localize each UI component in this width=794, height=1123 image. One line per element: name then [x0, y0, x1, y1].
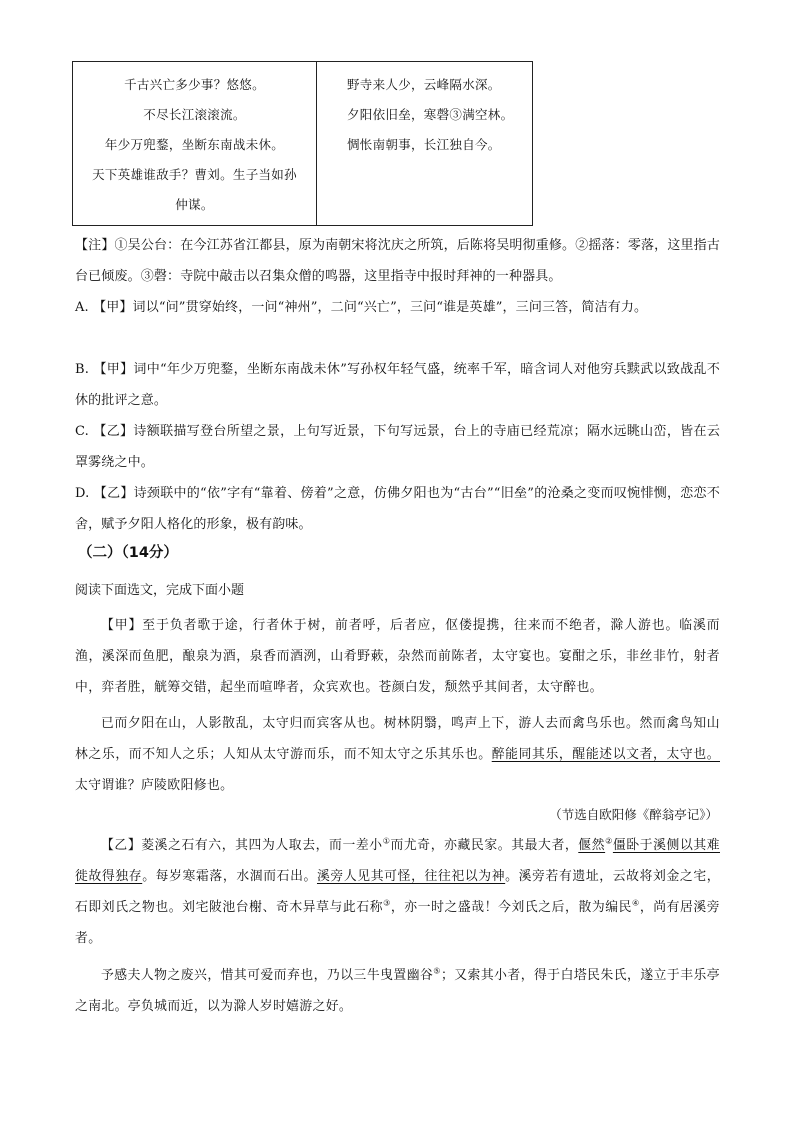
section-heading: （二）（14分） [78, 545, 178, 561]
passage-text: 。溪旁若有遗址，云故将刘金之宅，石即刘氏之物也。刘宅陂池台榭、奇木异草与此石称 [75, 869, 721, 915]
poem-line: 千古兴亡多少事？悠悠。 [124, 77, 265, 92]
section-instruction: 阅读下面选文，完成下面小题 [75, 583, 245, 598]
passage-text: 太守谓谁？庐陵欧阳修也。 [75, 778, 234, 793]
option-b[interactable]: B. 【甲】词中“年少万兜鍪，坐断东南战未休”写孙权年轻气盛，统率千军，暗含词人对他穷兵黩武以致战乱不休的批评之意。 [75, 362, 720, 408]
passage-yi-paragraph-2 [75, 960, 720, 1022]
passage-text: ；又索其小者，得于白塔民朱氏，遂立于丰乐亭之南北。亭负城而近，以为滁人岁时嬉游之好。 [75, 968, 720, 1014]
poem-table [72, 61, 533, 226]
passage-text: 。每岁寒霜落，水涸而石出。 [142, 869, 317, 884]
passage-text: 【乙】菱溪之石有六，其四为人取去，而一差小 [101, 838, 383, 853]
underlined-word: 偃然 [578, 838, 606, 853]
poem-line: 仲谋。 [175, 197, 214, 212]
footnote-marker: ② [605, 836, 613, 846]
footnote-marker: ① [382, 836, 391, 846]
footnote-marker: ③ [383, 898, 391, 908]
underlined-sentence: 僵卧于溪侧以其难徙故得独存 [75, 838, 720, 884]
passage-text: 而尤奇，亦藏民家。其最大者， [390, 838, 579, 853]
poem-line: 夕阳依旧垒，寒磬③满空林。 [347, 107, 514, 122]
underlined-sentence: 溪旁人见其可怪，往往祀以为神 [316, 869, 506, 884]
poem-line: 不尽长江滚滚流。 [143, 107, 246, 122]
passage-text: 已而夕阳在山，人影散乱，太守归而宾客从也。树林阴翳，鸣声上下，游人去而禽鸟乐也。然而禽鸟知山林之乐，而不知人之乐；人知从太守游而乐，而不知太守之乐其乐也。 [75, 716, 720, 762]
underlined-sentence: 醉能同其乐，醒能述以文者，太守也。 [491, 747, 720, 762]
poem-line: 野寺来人少，云峰隔水深。 [347, 77, 501, 92]
poem-jia-cell [73, 62, 317, 225]
option-d[interactable]: D. 【乙】诗颈联中的“依”字有“靠着、傍着”之意，仿佛夕阳也为“古台”“旧垒”的沧桑之变而叹惋悱恻，恋恋不舍，赋予夕阳人格化的形象，极有韵味。 [75, 486, 720, 532]
option-c[interactable]: C. 【乙】诗额联描写登台所望之景，上句写近景，下句写远景，台上的寺庙已经荒凉；隔水远眺山峦，皆在云罩雾绕之中。 [75, 424, 720, 470]
footnote-marker: ④ [632, 898, 640, 908]
option-a[interactable]: A. 【甲】词以“问”贯穿始终，一问“神州”，二问“兴亡”，三问“谁是英雄”，三问三答，简洁有力。 [75, 300, 648, 315]
passage-jia-paragraph-2 [75, 708, 720, 801]
footnote-marker: ⑤ [433, 966, 441, 976]
passage-yi-paragraph-1 [75, 830, 720, 954]
poem-line: 天下英雄谁敌手？曹刘。生子当如孙 [92, 167, 297, 182]
passage-text: ，尚有居溪旁者。 [75, 900, 721, 946]
poem-yi-cell [317, 62, 532, 225]
passage-text: ，亦一时之盛哉！今刘氏之后，散为编民 [390, 900, 633, 915]
poem-line: 年少万兜鍪，坐断东南战未休。 [104, 137, 285, 152]
annotation-note: 【注】①吴公台：在今江苏省江都县，原为南朝宋将沈庆之所筑，后陈将吴明彻重修。②摇落：零落，这里指古台已倾废。③磬：寺院中敲击以召集众僧的鸣器，这里指寺中报时拜神的一种器具。 [75, 238, 720, 284]
passage-text: 予感夫人物之废兴，惜其可爱而弃也，乃以三牛曳置幽谷 [101, 968, 434, 983]
passage-source: （节选自欧阳修《醉翁亭记》） [549, 807, 718, 822]
passage-jia-paragraph-1: 【甲】至于负者歌于途，行者休于树，前者呼，后者应，伛偻提携，往来而不绝者，滁人游也。临溪而渔，溪深而鱼肥，酿泉为酒，泉香而酒洌，山肴野蔌，杂然而前陈者，太守宴也。宴酣之乐，非丝非竹，射者中，弈者胜，觥筹交错，起坐而喧哗者，众宾欢也。苍颜白发，颓然乎其间者，太守醉也。 [75, 618, 720, 695]
poem-line: 惆怅南朝事，长江独自今。 [347, 137, 501, 152]
